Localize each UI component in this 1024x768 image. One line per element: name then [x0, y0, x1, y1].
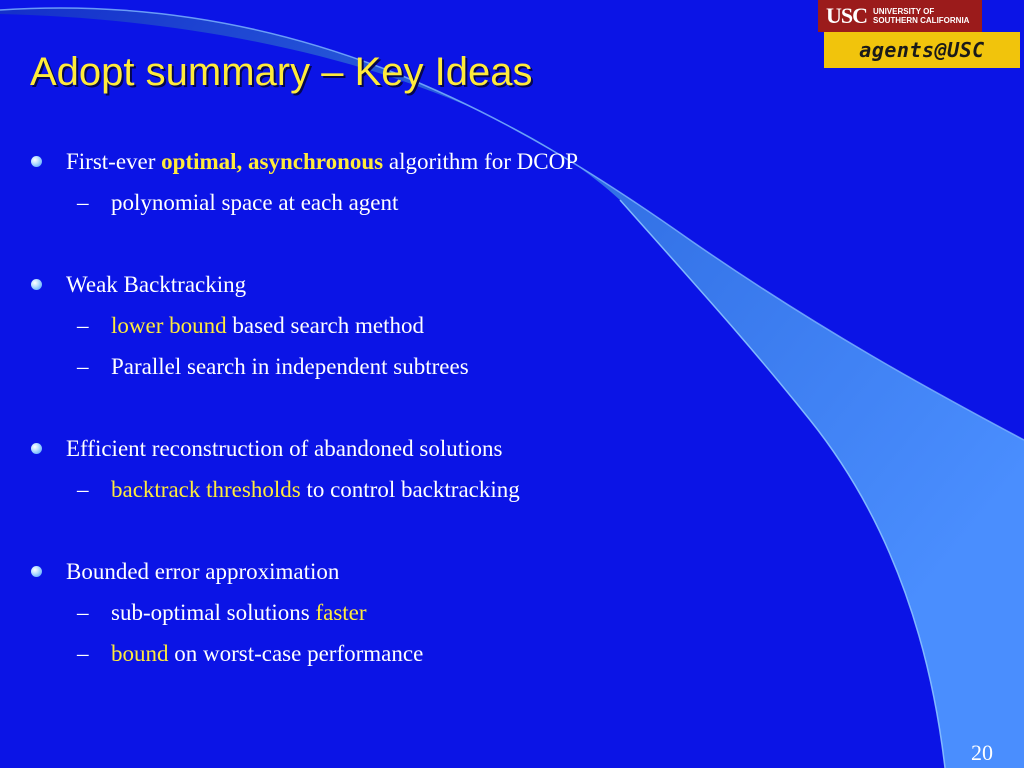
sub-item-2-1	[111, 312, 424, 340]
bullet-icon	[31, 566, 42, 577]
sub-item-text: sub-optimal solutions	[111, 600, 316, 625]
dash-icon: –	[77, 190, 89, 215]
sub-item-3-1	[111, 476, 520, 504]
slide-title: Adopt summary – Key Ideas	[30, 50, 533, 94]
bullet-text: Efficient reconstruction of abandoned solutions	[66, 436, 503, 461]
sub-item-text: to control backtracking	[300, 477, 520, 502]
usc-logo-text	[873, 7, 969, 25]
bullet-item-4	[66, 558, 339, 586]
sub-item-4-2	[111, 640, 423, 668]
highlight-text: faster	[315, 600, 367, 625]
bullet-text: algorithm for DCOP	[383, 149, 578, 174]
sub-item-text: polynomial space at each agent	[111, 190, 399, 215]
bullet-text: Weak Backtracking	[66, 272, 247, 297]
page-number: 20	[971, 740, 993, 765]
bullet-icon	[31, 279, 42, 290]
usc-logo	[818, 0, 982, 32]
sub-item-text: on worst-case performance	[168, 641, 424, 666]
sub-item-1-1	[111, 189, 398, 217]
bullet-item-1	[66, 148, 578, 176]
highlight-text: backtrack thresholds	[111, 477, 301, 502]
agents-usc-logo-text: agents@USC	[859, 38, 985, 62]
sub-item-2-2	[111, 353, 469, 381]
dash-icon: –	[77, 600, 89, 625]
dash-icon: –	[77, 354, 89, 379]
bullet-item-3	[66, 435, 502, 463]
usc-logo-line1: UNIVERSITY OF	[873, 7, 935, 16]
bullet-icon	[31, 443, 42, 454]
dash-icon: –	[77, 313, 89, 338]
usc-logo-line2: SOUTHERN CALIFORNIA	[873, 16, 970, 25]
sub-item-4-1	[111, 599, 367, 627]
highlight-text: lower bound	[111, 313, 227, 338]
usc-logo-mark: USC	[826, 3, 868, 28]
agents-usc-logo	[824, 32, 1020, 68]
bullet-icon	[31, 156, 42, 167]
sub-item-text: Parallel search in independent subtrees	[111, 354, 469, 379]
bullet-text: Bounded error approximation	[66, 559, 340, 584]
highlight-text: optimal, asynchronous	[161, 149, 384, 174]
sub-item-text: based search method	[226, 313, 424, 338]
highlight-text: bound	[111, 641, 169, 666]
bullet-item-2	[66, 271, 246, 299]
dash-icon: –	[77, 477, 89, 502]
bullet-text: First-ever	[66, 149, 162, 174]
dash-icon: –	[77, 641, 89, 666]
